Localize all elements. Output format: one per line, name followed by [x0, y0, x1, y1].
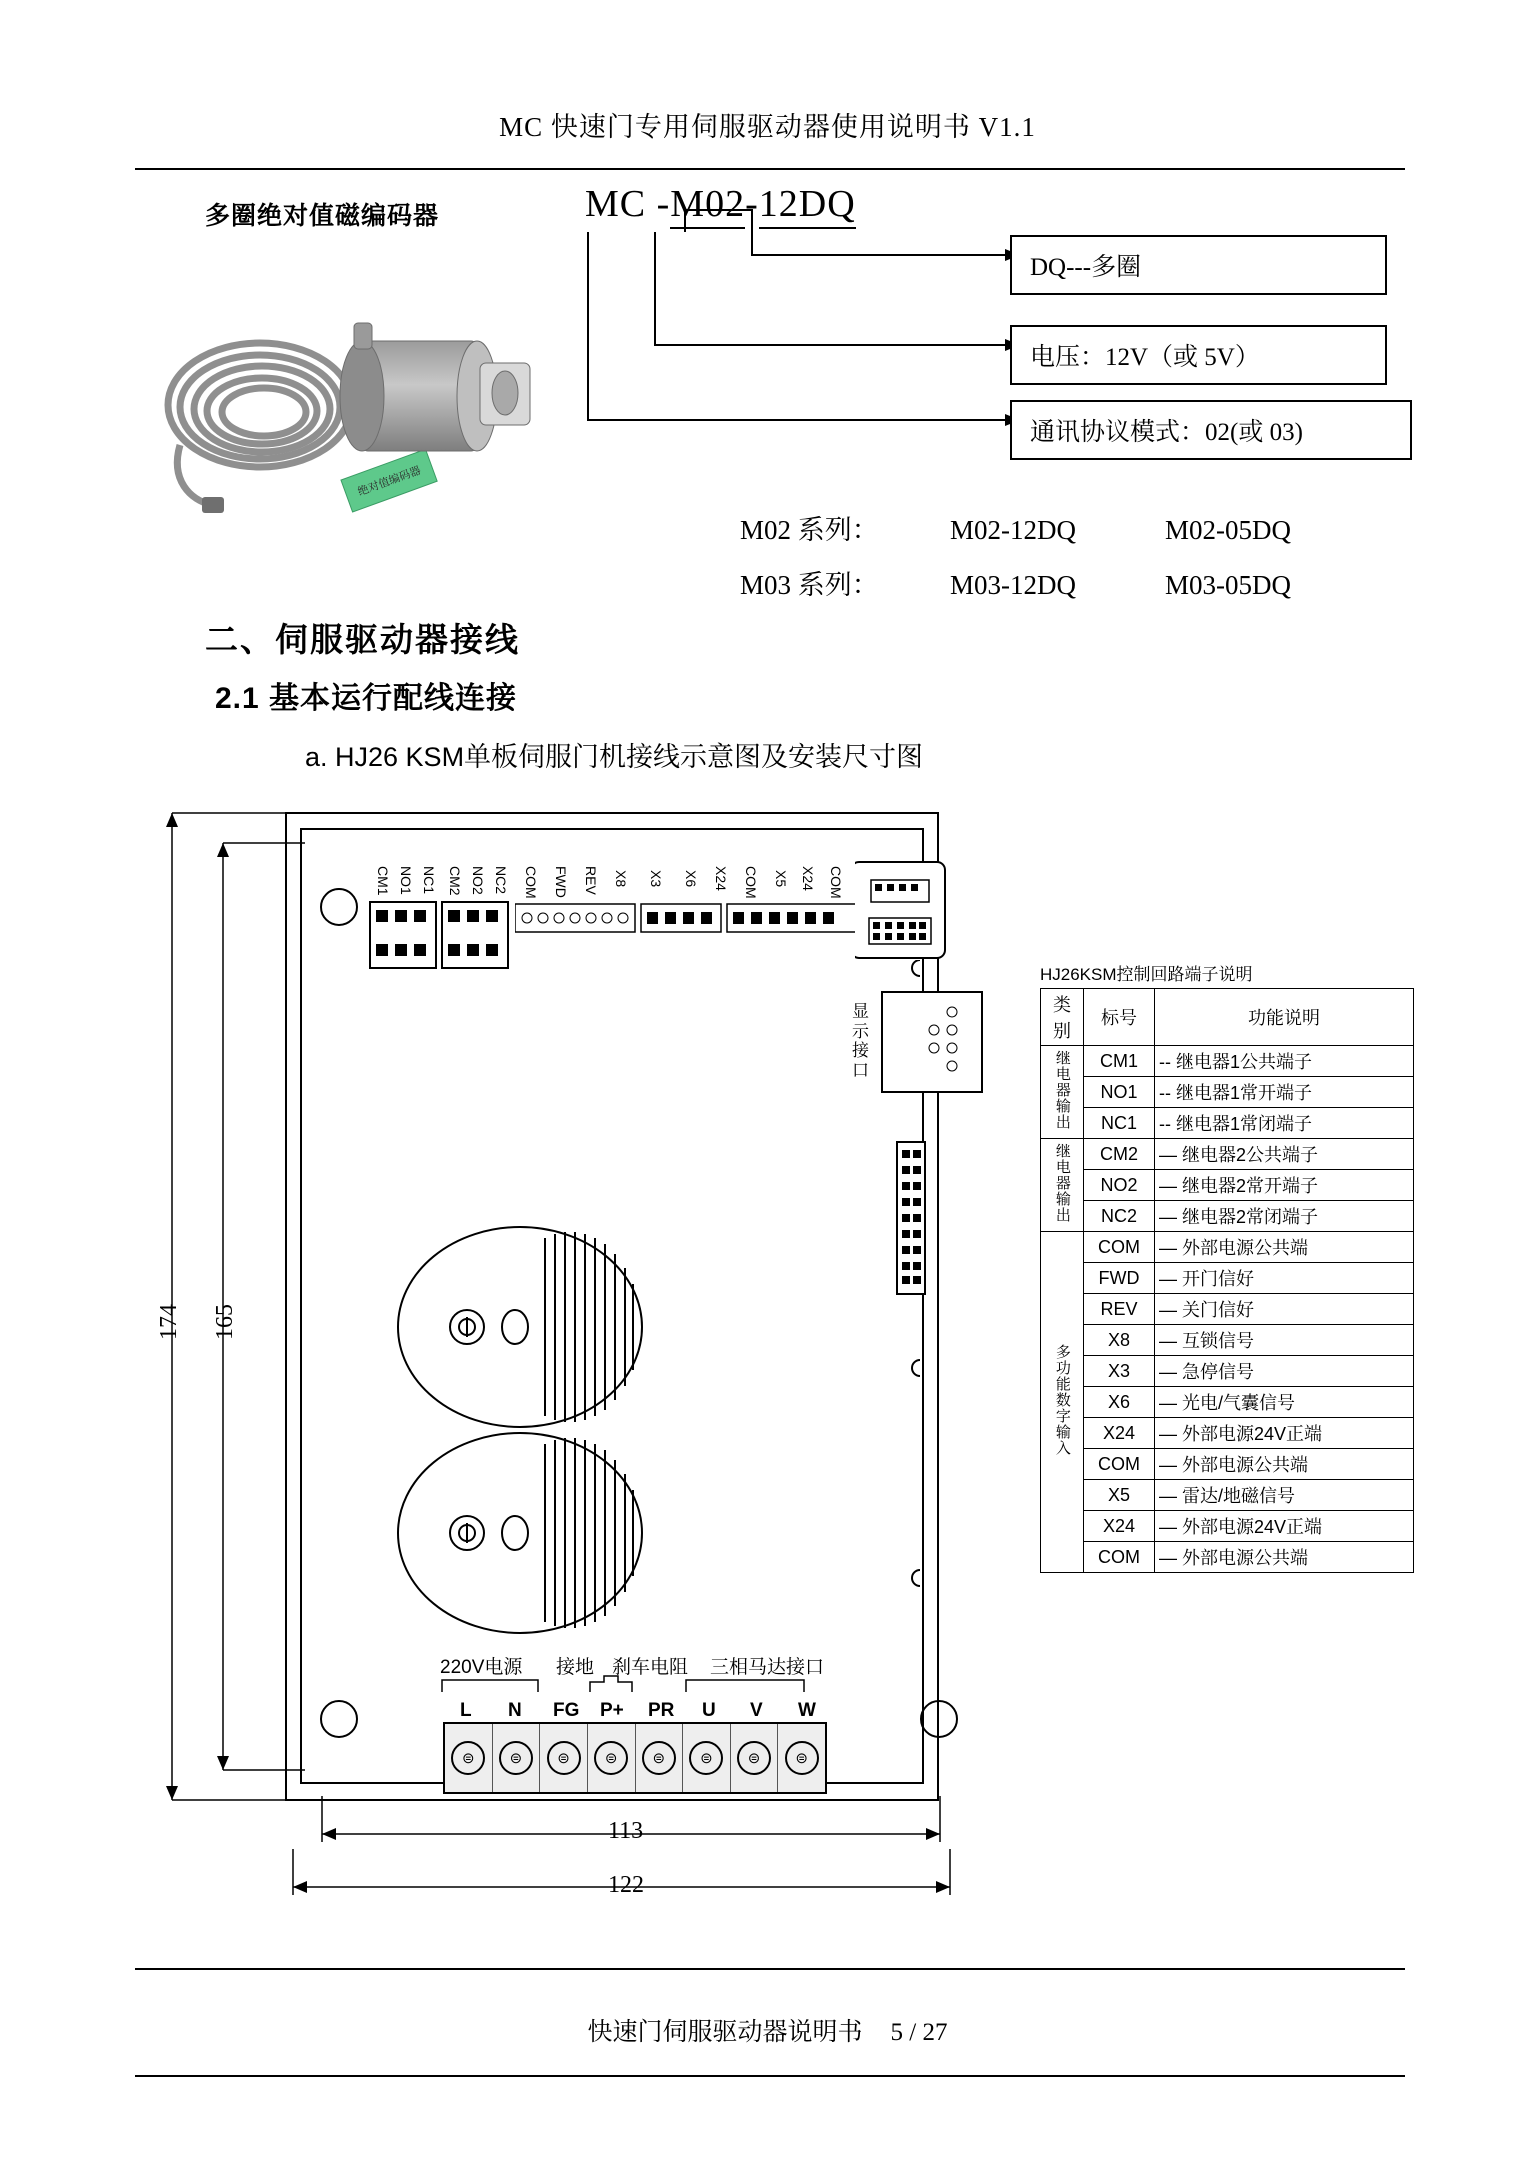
pin-label-com-3: COM [828, 866, 844, 899]
cell-symbol: REV [1084, 1294, 1155, 1325]
table-row [1041, 1046, 1414, 1077]
footer-page-number: 5 / 27 [890, 2019, 948, 2046]
terminal-screw-w: ⊜ [778, 1724, 825, 1792]
terminal-screw-pplus: ⊜ [588, 1724, 636, 1792]
cell-symbol: X5 [1084, 1480, 1155, 1511]
encoder-connector [855, 858, 950, 968]
terminal-screw-n: ⊜ [493, 1724, 541, 1792]
table-row [1041, 1511, 1414, 1542]
power-group-220v: 220V电源 [440, 1657, 523, 1678]
pin-label-fwd: FWD [553, 866, 569, 898]
terminal-label-w: W [798, 1700, 816, 1721]
mount-hole-bl [320, 1700, 358, 1738]
page-header-title: MC 快速门专用伺服驱动器使用说明书 V1.1 [499, 112, 1036, 142]
dimension-text-174: 174 [156, 1304, 182, 1340]
footer-divider-top [135, 1968, 1405, 1970]
terminal-screw-u: ⊜ [683, 1724, 731, 1792]
th-function: 功能说明 [1155, 989, 1414, 1046]
cell-symbol: X24 [1084, 1418, 1155, 1449]
capacitor-upper [395, 1222, 655, 1432]
table-row [1041, 1449, 1414, 1480]
pin-label-com-2: COM [743, 866, 759, 899]
series-model-a: M03-12DQ [950, 570, 1076, 600]
model-suffix: 12DQ [759, 183, 856, 229]
pin-label-no2: NO2 [470, 866, 486, 895]
display-connector [880, 990, 990, 1100]
pin-label-nc1: NC1 [421, 866, 437, 895]
encoder-label: 多圈绝对值磁编码器 [205, 202, 440, 230]
cell-category-relay1: 继电器输出 [1041, 1046, 1084, 1139]
capacitor-lower [395, 1428, 655, 1638]
table-row [1041, 1108, 1414, 1139]
power-group-motor: 三相马达接口 [710, 1657, 825, 1678]
model-mid: M02 [670, 183, 745, 229]
cell-function: -- 继电器1常开端子 [1155, 1077, 1414, 1108]
cell-function: — 外部电源公共端 [1155, 1542, 1414, 1573]
terminal-label-fg: FG [553, 1700, 580, 1721]
terminal-label-n: N [508, 1700, 522, 1721]
pin-label-x24-1: X24 [713, 866, 729, 891]
terminal-label-u: U [702, 1700, 716, 1721]
pin-label-x24-2: X24 [800, 866, 816, 891]
power-group-brackets [440, 1672, 810, 1698]
series-model-b: M03-05DQ [1165, 570, 1291, 600]
cell-function: — 开门信好 [1155, 1263, 1414, 1294]
header-divider [135, 168, 1405, 170]
cell-symbol: NC1 [1084, 1108, 1155, 1139]
series-name: M02 系列： [740, 515, 879, 545]
table-header-row [1041, 989, 1414, 1046]
cell-symbol: CM1 [1084, 1046, 1155, 1077]
table-row [1041, 1077, 1414, 1108]
side-pin-header [895, 1140, 929, 1300]
series-row-m03 [740, 563, 1380, 602]
footer-title: 快速门伺服驱动器说明书 [587, 2019, 863, 2046]
power-group-ground: 接地 [556, 1657, 595, 1678]
th-symbol: 标号 [1084, 989, 1155, 1046]
cell-function: — 外部电源24V正端 [1155, 1418, 1414, 1449]
cell-function: -- 继电器1常闭端子 [1155, 1108, 1414, 1139]
table-row [1041, 1263, 1414, 1294]
annot-display-port: 显示接口 [852, 1002, 869, 1080]
cell-function: — 急停信号 [1155, 1356, 1414, 1387]
relay-terminal-blocks [368, 900, 513, 972]
table-row [1041, 1387, 1414, 1418]
terminal-label-pr: PR [648, 1700, 675, 1721]
terminal-table-title: HJ26KSM控制回路端子说明 [1040, 965, 1253, 984]
callout-dq [1010, 235, 1387, 295]
callout-voltage-text: 电压：12V（或 5V） [1030, 344, 1260, 371]
cell-function: — 继电器2常闭端子 [1155, 1201, 1414, 1232]
section-heading-a: a. HJ26 KSM单板伺服门机接线示意图及安装尺寸图 [305, 742, 924, 772]
table-row [1041, 1542, 1414, 1573]
series-row-m02 [740, 508, 1380, 547]
encoder-photo [150, 285, 570, 535]
table-row [1041, 1356, 1414, 1387]
cell-symbol: X24 [1084, 1511, 1155, 1542]
terminal-screw-v: ⊜ [731, 1724, 779, 1792]
pin-label-no1: NO1 [398, 866, 414, 895]
th-category: 类别 [1041, 989, 1084, 1046]
table-row [1041, 1294, 1414, 1325]
section-heading-2-1: 2.1 基本运行配线连接 [215, 682, 518, 715]
cell-symbol: X6 [1084, 1387, 1155, 1418]
cell-function: — 雷达/地磁信号 [1155, 1480, 1414, 1511]
mount-hole-tl [320, 888, 358, 926]
cell-function: — 外部电源公共端 [1155, 1232, 1414, 1263]
cell-function: — 关门信好 [1155, 1294, 1414, 1325]
cell-category-relay2: 继电器输出 [1041, 1139, 1084, 1232]
table-row [1041, 1418, 1414, 1449]
section-heading-2: 二、伺服驱动器接线 [205, 621, 520, 658]
pin-label-x8: X8 [613, 870, 629, 888]
terminal-label-v: V [750, 1700, 763, 1721]
cell-symbol: X3 [1084, 1356, 1155, 1387]
pin-label-x3: X3 [648, 870, 664, 888]
cell-symbol: X8 [1084, 1325, 1155, 1356]
terminal-screw-l: ⊜ [445, 1724, 493, 1792]
table-row [1041, 1139, 1414, 1170]
pin-label-nc2: NC2 [493, 866, 509, 895]
callout-protocol-text: 通讯协议模式：02(或 03) [1030, 419, 1303, 446]
pin-label-rev: REV [583, 866, 599, 895]
table-row [1041, 1170, 1414, 1201]
cell-function: — 继电器2常开端子 [1155, 1170, 1414, 1201]
cell-symbol: COM [1084, 1232, 1155, 1263]
power-group-brake: 刹车电阻 [612, 1657, 689, 1678]
table-row [1041, 1325, 1414, 1356]
page-footer [0, 2012, 1535, 2048]
terminal-label-pplus: P+ [600, 1700, 624, 1721]
cell-symbol: COM [1084, 1542, 1155, 1573]
power-terminal-block [443, 1722, 827, 1794]
dimension-text-165: 165 [212, 1304, 238, 1340]
pin-label-x5: X5 [773, 870, 789, 888]
digital-input-header [515, 898, 860, 954]
dimension-text-113: 113 [608, 1818, 644, 1844]
pin-label-x6: X6 [683, 870, 699, 888]
series-model-a: M02-12DQ [950, 515, 1076, 545]
cell-function: — 光电/气囊信号 [1155, 1387, 1414, 1418]
table-row [1041, 1480, 1414, 1511]
svg-text:绝对值编码器: 绝对值编码器 [356, 464, 423, 499]
cell-function: -- 继电器1公共端子 [1155, 1046, 1414, 1077]
cell-symbol: CM2 [1084, 1139, 1155, 1170]
terminal-label-l: L [460, 1700, 472, 1721]
terminal-screw-pr: ⊜ [636, 1724, 684, 1792]
series-model-b: M02-05DQ [1165, 515, 1291, 545]
model-prefix: MC - [585, 183, 671, 225]
pin-label-cm2: CM2 [447, 866, 463, 896]
callout-protocol [1010, 400, 1412, 460]
terminal-screw-fg: ⊜ [540, 1724, 588, 1792]
cell-symbol: NC2 [1084, 1201, 1155, 1232]
pin-label-cm1: CM1 [375, 866, 391, 896]
series-name: M03 系列： [740, 570, 879, 600]
cell-symbol: NO2 [1084, 1170, 1155, 1201]
callout-dq-text: DQ---多圈 [1030, 254, 1142, 281]
model-dash: - [745, 183, 759, 225]
dimension-text-122: 122 [608, 1872, 644, 1898]
cell-symbol: NO1 [1084, 1077, 1155, 1108]
cell-symbol: COM [1084, 1449, 1155, 1480]
pin-label-com-1: COM [523, 866, 539, 899]
table-row [1041, 1201, 1414, 1232]
cell-function: — 继电器2公共端子 [1155, 1139, 1414, 1170]
terminal-table [1040, 988, 1414, 1573]
mount-hole-br [920, 1700, 958, 1738]
callout-voltage [1010, 325, 1387, 385]
cell-symbol: FWD [1084, 1263, 1155, 1294]
footer-divider-bottom [135, 2075, 1405, 2077]
cell-function: — 外部电源24V正端 [1155, 1511, 1414, 1542]
cell-function: — 互锁信号 [1155, 1325, 1414, 1356]
cell-function: — 外部电源公共端 [1155, 1449, 1414, 1480]
cell-category-digital: 多功能数字输入 [1041, 1232, 1084, 1573]
table-row [1041, 1232, 1414, 1263]
